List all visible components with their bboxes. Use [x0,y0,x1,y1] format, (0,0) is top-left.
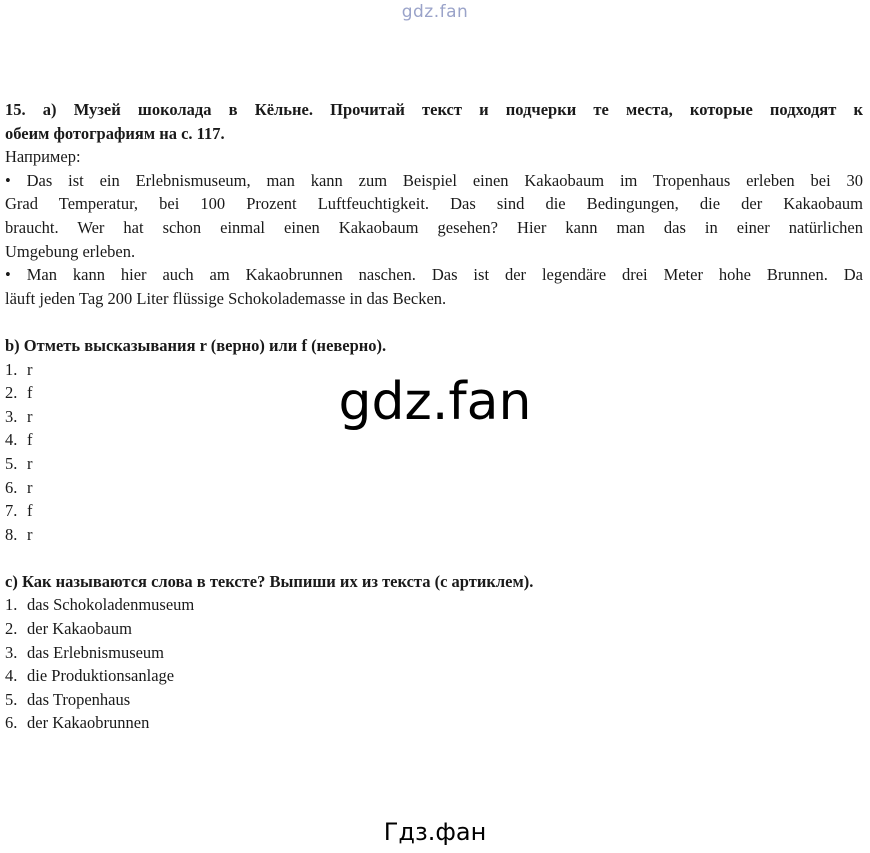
watermark-center: gdz.fan [338,372,532,432]
list-item: 2. der Kakaobaum [5,619,132,639]
list-item: 1. das Schokoladenmuseum [5,595,195,615]
list-item: 2. f [5,383,33,403]
list-item: 5. das Tropenhaus [5,689,131,709]
task-a-heading-line1: 15. a) Музей шоколада в Кёльне. Прочитай текст и подчерки те места, которые подходят к [5,100,863,119]
paragraph-1-line3: braucht. Wer hat schon einmal einen Kakaobaum gesehen? Hier kann man das in einer natürlichen [5,217,863,237]
list-item: 5. r [5,453,33,473]
paragraph-2-line2: läuft jeden Tag 200 Liter flüssige Schokolademasse in das Becken. [5,288,447,308]
list-item: 7. f [5,501,33,521]
list-item: 1. r [5,359,33,379]
list-item: 3. r [5,406,33,426]
list-item: 3. das Erlebnismuseum [5,642,165,662]
list-item: 6. der Kakaobrunnen [5,713,150,733]
paragraph-1-line4: Umgebung erleben. [5,241,136,261]
list-item: 4. die Produktionsanlage [5,666,175,686]
paragraph-1-line1: • Das ist ein Erlebnismuseum, man kann zum Beispiel einen Kakaobaum im Tropenhaus erleben bei 30 [5,170,863,190]
task-a-heading-line2: обеим фотографиям на с. 117. [5,123,225,143]
task-c-heading: c) Как называются слова в тексте? Выпиши их из текста (с артиклем). [5,571,534,591]
task-c-list [5,593,863,735]
watermark-bottom: Гдз.фан [383,818,487,846]
list-item: 8. r [5,524,33,544]
task-b-heading: b) Отметь высказывания r (верно) или f (неверно). [5,335,387,355]
watermark-top: gdz.fan [401,2,469,22]
paragraph-2-line1: • Man kann hier auch am Kakaobrunnen naschen. Das ist der legendäre drei Meter hohe Brunnen. Da [5,265,863,285]
list-item: 6. r [5,477,33,497]
list-item: 4. f [5,430,33,450]
paragraph-1-line2: Grad Temperatur, bei 100 Prozent Luftfeuchtigkeit. Das sind die Bedingungen, die der Kakaobaum [5,194,863,214]
example-label: Например: [5,147,81,167]
